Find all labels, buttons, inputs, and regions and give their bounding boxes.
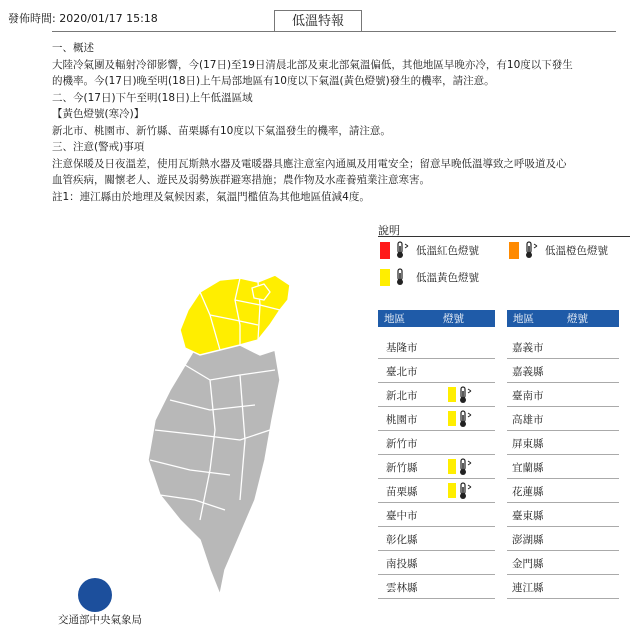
thermometer-icon <box>458 458 473 476</box>
table-row <box>386 532 418 547</box>
legend-orange-label: 低溫橙色燈號 <box>545 244 608 257</box>
yellow-swatch <box>380 269 390 286</box>
publish-time: 發佈時間: 2020/01/17 15:18 <box>8 12 158 25</box>
region-name: 基隆市 <box>386 342 418 354</box>
thermometer-icon <box>458 482 473 500</box>
table-row <box>386 580 418 595</box>
yellow-signal <box>448 411 456 426</box>
table-row <box>512 556 544 571</box>
thermometer-icon <box>458 386 473 404</box>
region-name: 嘉義市 <box>512 342 544 354</box>
row-divider <box>378 406 495 407</box>
row-divider <box>378 382 495 383</box>
table-row <box>512 364 544 379</box>
orange-swatch <box>509 242 519 259</box>
row-divider <box>378 598 495 599</box>
col-region-header: 地區 <box>384 313 405 325</box>
row-divider <box>378 502 495 503</box>
region-name: 澎湖縣 <box>512 534 544 546</box>
bulletin-line: 大陸冷氣團及輻射冷卻影響，今(17日)至19日清晨北部及東北部氣溫偏低，其他地區早晚亦冷，有10度以下發生 <box>52 58 573 71</box>
bulletin-line: 註1：連江縣由於地理及氣候因素，氣溫門檻值為其他地區值減4度。 <box>52 190 370 203</box>
region-name: 彰化縣 <box>386 534 418 546</box>
region-name: 新北市 <box>386 390 418 402</box>
table-row <box>512 580 544 595</box>
bulletin-line: 一、概述 <box>52 42 94 54</box>
thermometer-icon <box>394 268 410 286</box>
red-swatch <box>380 242 390 259</box>
bulletin-line: 注意保暖及日夜溫差，使用瓦斯熱水器及電暖器具應注意室內通風及用電安全；留意早晚低溫導致之呼吸道及心 <box>52 157 567 170</box>
title-divider <box>52 31 616 32</box>
region-name: 臺東縣 <box>512 510 544 522</box>
page-title: 低溫特報 <box>274 10 362 32</box>
region-name: 臺南市 <box>512 390 544 402</box>
table-row <box>512 436 544 451</box>
region-name: 苗栗縣 <box>386 486 418 498</box>
region-name: 臺北市 <box>386 366 418 378</box>
legend-yellow <box>380 268 479 286</box>
row-divider <box>378 574 495 575</box>
region-name: 南投縣 <box>386 558 418 570</box>
bulletin-line: 二、今(17日)下午至明(18日)上午低溫區域 <box>52 91 253 104</box>
bulletin-line: 新北市、桃園市、新竹縣、苗栗縣有10度以下氣溫發生的機率，請注意。 <box>52 124 391 137</box>
thermometer-icon <box>523 241 539 259</box>
table-row <box>386 508 418 523</box>
col-region-header: 地區 <box>513 313 534 325</box>
row-divider <box>507 502 619 503</box>
bulletin-line: 血管疾病，關懷老人、遊民及弱勢族群避寒措施；農作物及水產養殖業注意寒害。 <box>52 174 430 186</box>
region-name: 屏東縣 <box>512 438 544 450</box>
yellow-signal <box>448 387 456 402</box>
legend-orange <box>509 241 608 259</box>
legend-yellow-label: 低溫黃色燈號 <box>416 271 479 284</box>
table-row <box>386 436 418 451</box>
table-header-left <box>378 310 495 327</box>
cwb-logo <box>78 578 112 612</box>
row-divider <box>507 550 619 551</box>
bulletin-line: 【黃色燈號(寒冷)】 <box>52 108 145 120</box>
region-name: 臺中市 <box>386 510 418 522</box>
thermometer-icon <box>458 410 473 428</box>
region-name: 連江縣 <box>512 582 544 594</box>
region-name: 高雄市 <box>512 414 544 426</box>
region-name: 新竹市 <box>386 438 418 450</box>
table-row <box>512 484 544 499</box>
bulletin-line: 三、注意(警戒)事項 <box>52 141 145 153</box>
row-divider <box>378 550 495 551</box>
table-row <box>512 388 544 403</box>
region-name: 花蓮縣 <box>512 486 544 498</box>
legend-red <box>380 241 479 259</box>
table-row <box>386 340 418 355</box>
region-name: 嘉義縣 <box>512 366 544 378</box>
table-row <box>386 364 418 379</box>
bulletin-line: 的機率。今(17日)晚至明(18日)上午局部地區有10度以下氣溫(黃色燈號)發生的機率，請注意。 <box>52 75 495 87</box>
bulletin-body <box>52 40 627 205</box>
legend-divider <box>378 236 630 237</box>
row-divider <box>507 454 619 455</box>
table-row <box>512 340 544 355</box>
row-divider <box>378 478 495 479</box>
row-divider <box>507 382 619 383</box>
legend-red-label: 低溫紅色燈號 <box>416 244 479 257</box>
table-row <box>386 412 418 427</box>
row-divider <box>507 430 619 431</box>
taiwan-south-region <box>148 340 280 595</box>
table-row <box>512 412 544 427</box>
legend-title: 說明 <box>378 224 400 237</box>
table-row <box>512 460 544 475</box>
row-divider <box>507 478 619 479</box>
thermometer-icon <box>394 241 410 259</box>
region-name: 雲林縣 <box>386 582 418 594</box>
row-divider <box>507 406 619 407</box>
table-header-right <box>507 310 619 327</box>
yellow-signal <box>448 459 456 474</box>
table-row <box>512 532 544 547</box>
yellow-signal <box>448 483 456 498</box>
row-divider <box>507 598 619 599</box>
table-row <box>512 508 544 523</box>
region-name: 新竹縣 <box>386 462 418 474</box>
row-divider <box>378 454 495 455</box>
row-divider <box>507 526 619 527</box>
row-divider <box>378 526 495 527</box>
col-signal-header: 燈號 <box>443 313 464 325</box>
row-divider <box>378 430 495 431</box>
row-divider <box>507 574 619 575</box>
yellow-alert-region <box>180 275 290 355</box>
region-name: 宜蘭縣 <box>512 462 544 474</box>
org-name: 交通部中央氣象局 <box>58 614 142 626</box>
row-divider <box>507 358 619 359</box>
row-divider <box>378 358 495 359</box>
region-name: 桃園市 <box>386 414 418 426</box>
region-name: 金門縣 <box>512 558 544 570</box>
taiwan-map <box>140 270 310 600</box>
table-row <box>386 460 418 475</box>
table-row <box>386 484 418 499</box>
col-signal-header: 燈號 <box>567 313 588 325</box>
table-row <box>386 556 418 571</box>
table-row <box>386 388 418 403</box>
